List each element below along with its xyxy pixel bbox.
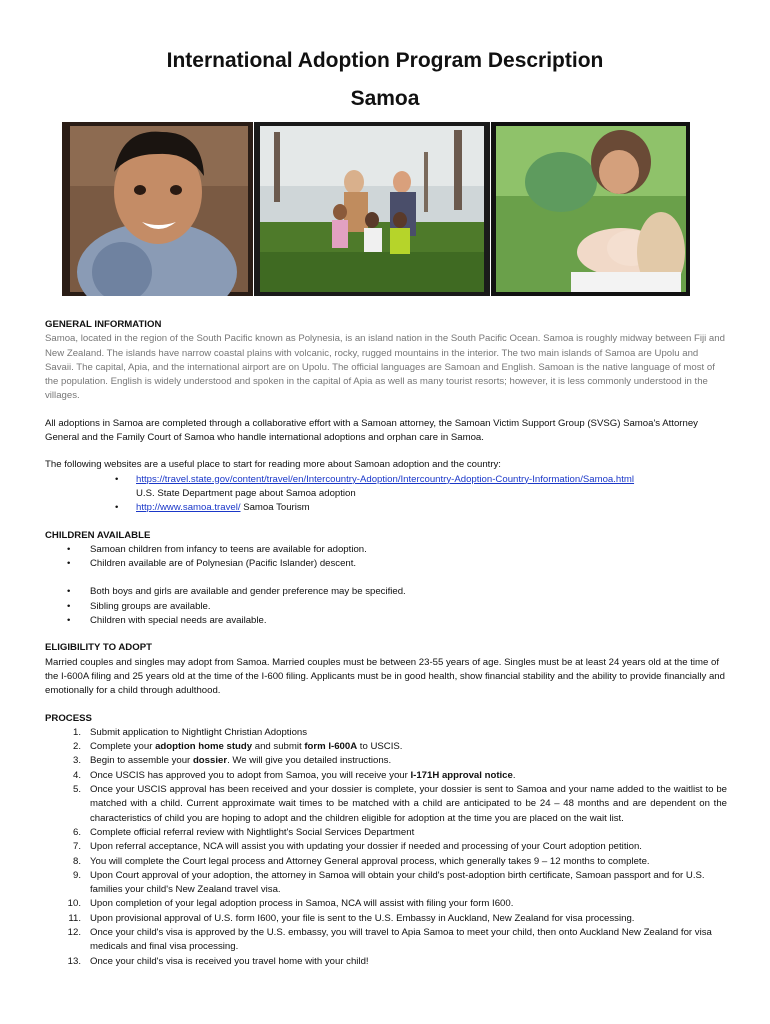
- bullet-icon: •: [67, 558, 71, 570]
- children-list-b: [45, 585, 727, 628]
- section-heading-children: CHILDREN AVAILABLE: [45, 529, 151, 541]
- section-heading-eligibility: ELIGIBILITY TO ADOPT: [45, 642, 152, 654]
- process-step: 4. Once USCIS has approved you to adopt from Samoa, you will receive your I-171H approval notice.: [72, 769, 516, 781]
- list-item: [45, 473, 727, 502]
- process-step: 10. Upon completion of your legal adoption process in Samoa, NCA will assist with filing your form I600.: [67, 898, 514, 910]
- bullet-icon: •: [67, 543, 71, 555]
- process-step: 7. Upon referral acceptance, NCA will assist you with updating your dossier if needed and processing of your Court adoption petition.: [72, 841, 642, 853]
- eligibility-paragraph: Married couples and singles may adopt from Samoa. Married couples must be between 23-55 years of age. Singles must be at least 24 years old at the time of the I-600A filing and 25 years old at the time of the I-600 filing. Applicants must be in good health, show financial stability and the ability to provide financially and emotionally for a child through adulthood.: [45, 656, 725, 697]
- website-list: [45, 473, 727, 516]
- general-info-paragraph: Samoa, located in the region of the South Pacific known as Polynesia, is an island nation in the South Pacific Ocean. Samoa is roughly midway between Fiji and New Zealand. The islands have narrow coastal plains with volcanic, rocky, rugged mountains in the interior. The two main islands of Samoa are Upolu and Savaii. The capital, Apia, and the international airport are on Upolu. The official languages are Samoan and English. Samoan is the native language of most of the population. English is widely understood and spoken in the capital of Apia as well as many tourist resorts; however, it is less commonly understood in the villages.: [45, 333, 725, 402]
- bullet-icon: •: [67, 586, 71, 598]
- list-item: • Children with special needs are available.: [45, 614, 727, 628]
- process-steps: [45, 726, 727, 969]
- page-subtitle: Samoa: [350, 87, 420, 110]
- bullet-icon: •: [67, 600, 71, 612]
- state-department-link[interactable]: https://travel.state.gov/content/travel/en/Intercountry-Adoption/Intercountry-Adoption-Country-Information/Samoa.html: [136, 473, 635, 485]
- process-step: 13. Once your child's visa is received you travel home with your child!: [67, 955, 369, 967]
- list-item: • Both boys and girls are available and gender preference may be specified.: [45, 585, 727, 599]
- bullet-icon: •: [67, 615, 71, 627]
- websites-intro: The following websites are a useful place to start for reading more about Samoan adoption and the country:: [45, 459, 501, 471]
- list-item: [45, 501, 727, 515]
- photo-boy: [62, 122, 253, 296]
- samoa-tourism-link[interactable]: http://www.samoa.travel/: [136, 502, 241, 514]
- list-item: • Samoan children from infancy to teens are available for adoption.: [45, 543, 727, 557]
- process-step: 1. Submit application to Nightlight Christian Adoptions: [72, 726, 308, 738]
- section-heading-process: PROCESS: [45, 712, 92, 724]
- link-description: Samoa Tourism: [243, 502, 310, 514]
- process-step: 2. Complete your adoption home study and submit form I-600A to USCIS.: [72, 741, 403, 753]
- process-step: 12. Once your child's visa is approved by the U.S. embassy, you will travel to Apia Samoa to meet your child, then onto Auckland New Zealand for visa medicals and final visa processing.: [67, 926, 712, 953]
- link-description: U.S. State Department page about Samoa adoption: [136, 487, 356, 499]
- photo-mother-child: [491, 122, 690, 296]
- list-item: • Children available are of Polynesian (Pacific Islander) descent.: [45, 557, 727, 571]
- section-heading-general: GENERAL INFORMATION: [45, 319, 162, 330]
- process-step: 3. Begin to assemble your dossier. We will give you detailed instructions.: [72, 755, 392, 767]
- photo-family: [254, 122, 490, 296]
- bullet-icon: •: [115, 473, 119, 485]
- process-step: 11. Upon provisional approval of U.S. form I600, your file is sent to the U.S. Embassy in Auckland, New Zealand for visa processing.: [68, 912, 635, 924]
- bullet-icon: •: [115, 502, 119, 514]
- process-step: 5. Once your USCIS approval has been received and your dossier is complete, your dossier is sent to Samoa and your name added to the waitlist to be matched with a child. Current approximate wait times to be matched with a child are anticipated to be 24 – 48 months and are dependent on the characteristics of child you are hoping to adopt and the children eligible for adoption at the time you are placed on the wait list.: [72, 784, 727, 824]
- document-body: [45, 318, 727, 969]
- adoption-process-paragraph: All adoptions in Samoa are completed through a collaborative effort with a Samoan attorney, the Samoan Victim Support Group (SVSG) Samoa's Attorney General and the Family Court of Samoa who handle international adoptions and orphan care in Samoa.: [45, 417, 698, 444]
- page-title: International Adoption Program Description: [166, 49, 604, 72]
- children-list-a: [45, 543, 727, 572]
- process-step: 6. Complete official referral review with Nightlight's Social Services Department: [72, 826, 415, 838]
- process-step: 9. Upon Court approval of your adoption, the attorney in Samoa will obtain your child's post-adoption birth certificate, Samoan passport and for U.S. families your child's New Zealand travel visa.: [72, 869, 705, 896]
- process-step: 8. You will complete the Court legal process and Attorney General approval process, which generally takes 9 – 12 months to complete.: [72, 855, 650, 867]
- list-item: • Sibling groups are available.: [45, 600, 727, 614]
